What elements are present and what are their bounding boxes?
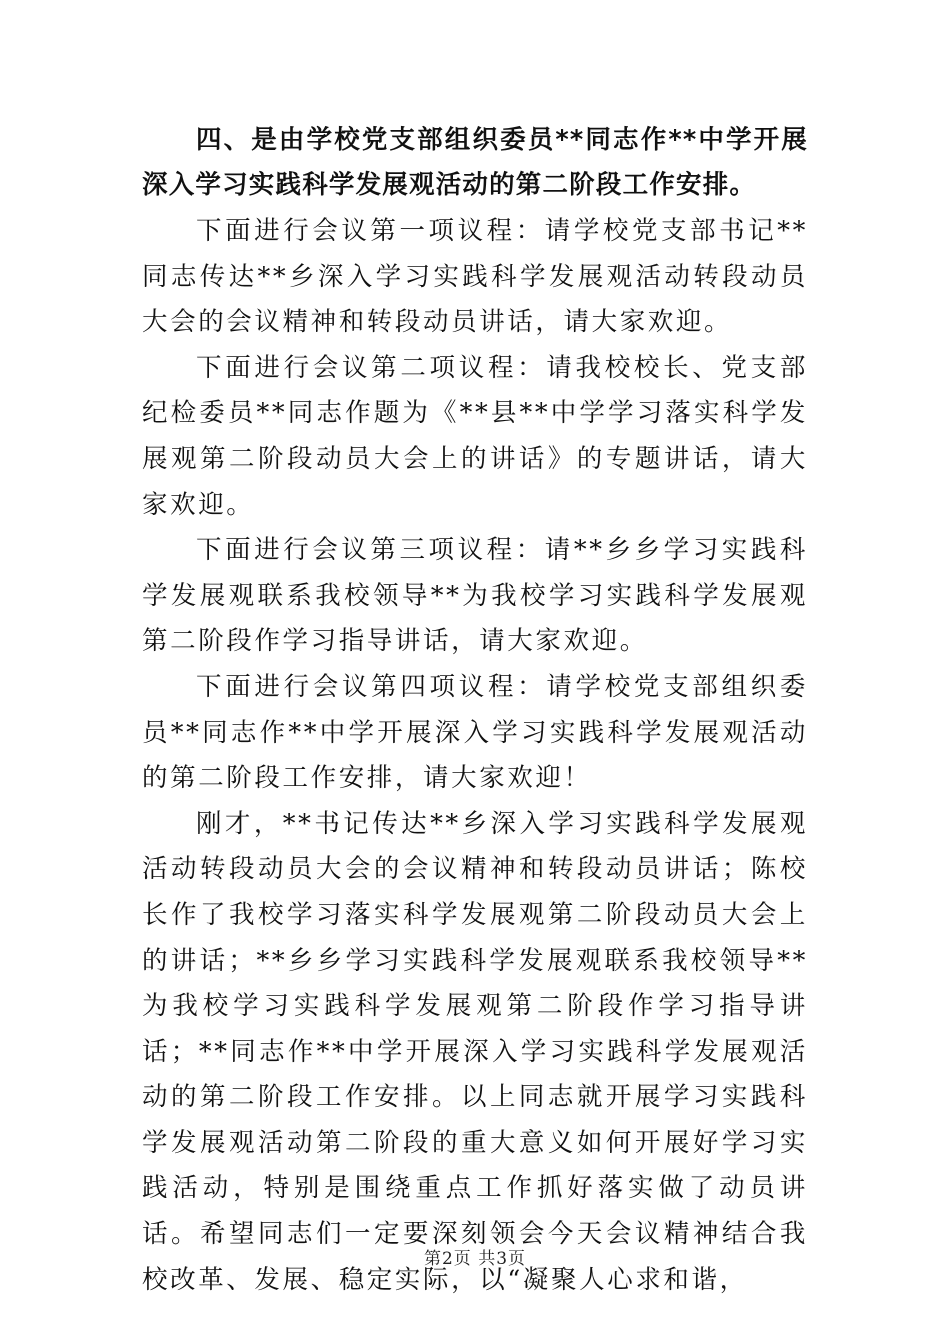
page-number-footer: 第2页 共3页 [423,1249,527,1269]
paragraph-agenda-two: 下面进行会议第二项议程：请我校校长、党支部纪检委员**同志作题为《**县**中学学习落实科学发展观第二阶段动员大会上的讲话》的专题讲话，请大家欢迎。 [142,352,808,520]
paragraph-summary: 刚才，**书记传达**乡深入学习实践科学发展观活动转段动员大会的会议精神和转段动员讲话；陈校长作了我校学习落实科学发展观第二阶段动员大会上的讲话；**乡乡学习实践科学发展观联系我校领导**为我校学习实践科学发展观第二阶段作学习指导讲话；**同志作**中学开展深入学习实践科学发展观活动的第二阶段工作安排。以上同志就开展学习实践科学发展观活动第二阶段的重大意义如何开展好学习实践活动，特别是围绕重点工作抓好落实做了动员讲话。希望同志们一定要深刻领会今天会议精神结合我校改革、发展、稳定实际，以“凝聚人心求和谐， [142,808,808,1295]
paragraph-agenda-four: 下面进行会议第四项议程：请学校党支部组织委员**同志作**中学开展深入学习实践科学发展观活动的第二阶段工作安排，请大家欢迎！ [142,671,808,794]
paragraph-item-four: 四、是由学校党支部组织委员**同志作**中学开展深入学习实践科学发展观活动的第二阶段工作安排。 [142,125,808,200]
paragraph-agenda-one: 下面进行会议第一项议程：请学校党支部书记**同志传达**乡深入学习实践科学发展观活动转段动员大会的会议精神和转段动员讲话，请大家欢迎。 [142,216,808,338]
paragraph-agenda-three: 下面进行会议第三项议程：请**乡乡学习实践科学发展观联系我校领导**为我校学习实践科学发展观第二阶段作学习指导讲话，请大家欢迎。 [142,535,808,657]
document-body [142,118,808,1303]
